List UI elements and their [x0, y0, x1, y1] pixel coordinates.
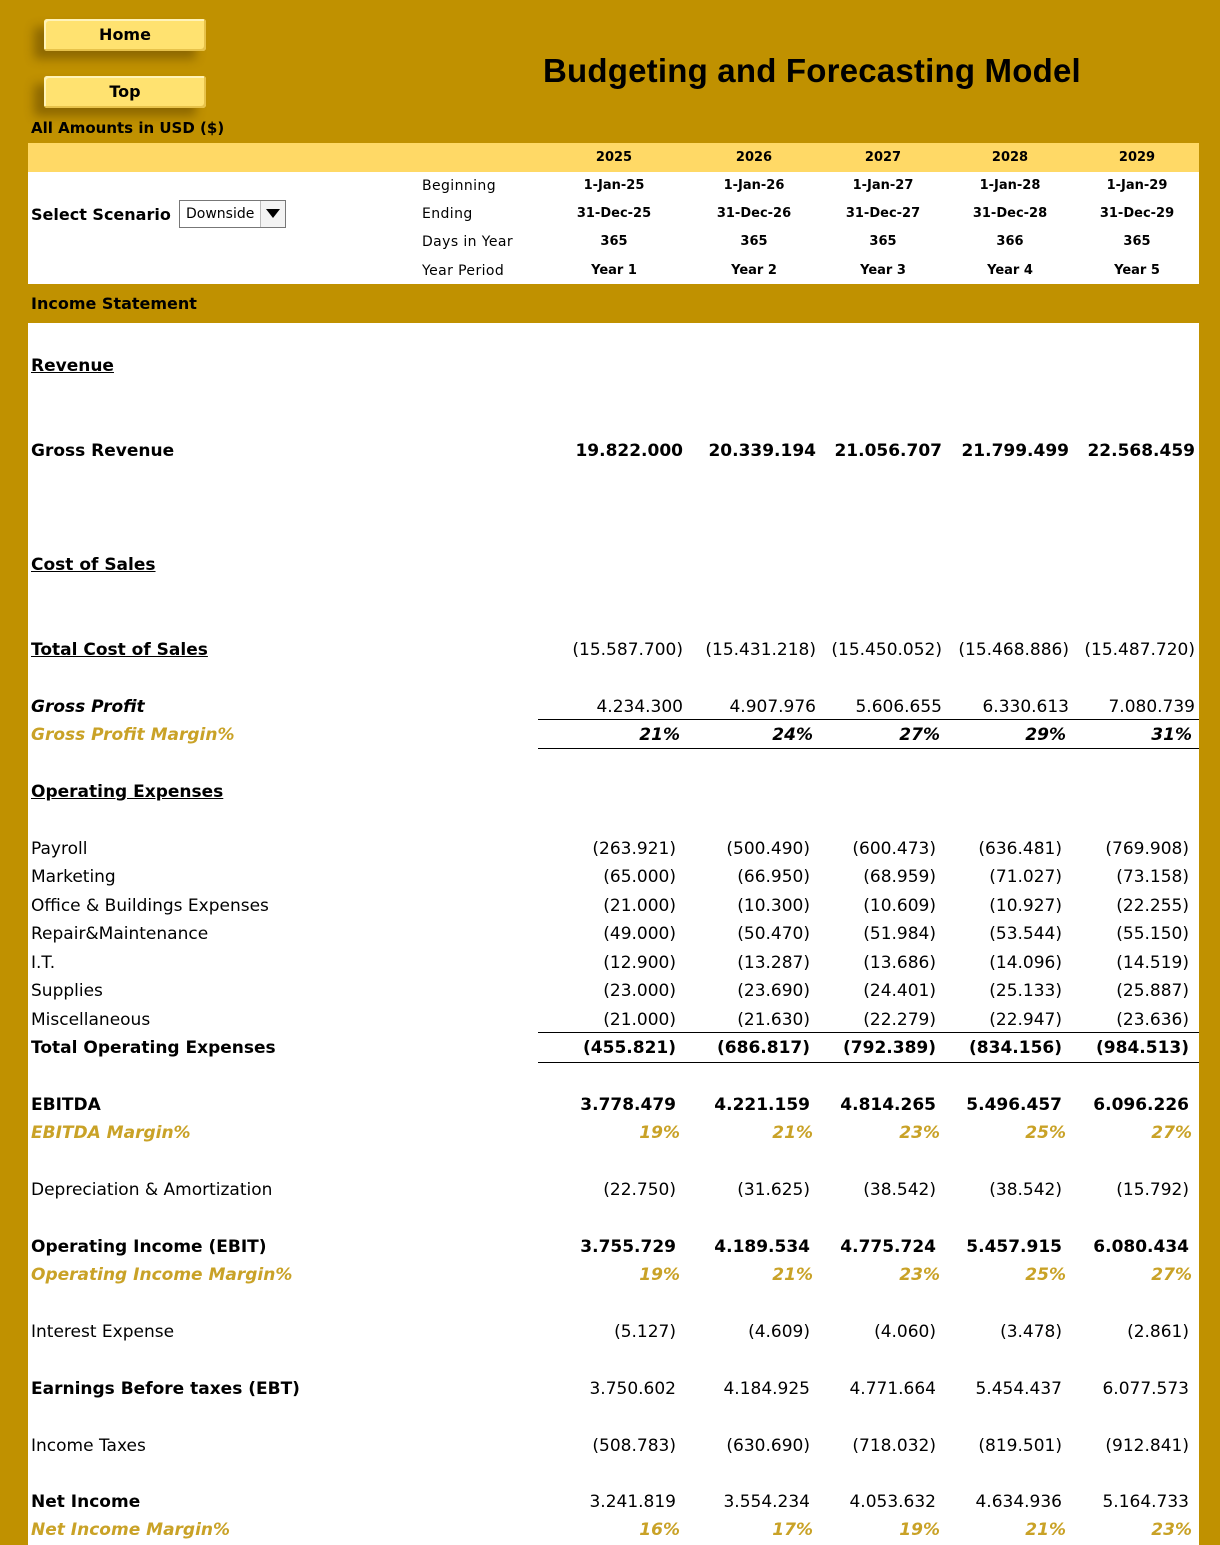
opex-repair-maintenance-value: (51.984): [863, 924, 936, 944]
total-operating-expenses-value: (686.817): [717, 1038, 810, 1058]
interest-expense-value: (2.861): [1127, 1322, 1189, 1342]
income-taxes-value: (508.783): [592, 1436, 676, 1456]
net-income-margin-value: 21%: [1025, 1520, 1066, 1540]
net-income-value: 3.554.234: [723, 1492, 810, 1512]
currency-note: All Amounts in USD ($): [31, 119, 225, 137]
cost-of-sales-header: Cost of Sales: [31, 555, 156, 575]
opex-office-buildings-expenses-value: (22.255): [1116, 896, 1189, 916]
opex-i-t-label: I.T.: [31, 953, 56, 973]
beginning-cell: 1-Jan-25: [583, 178, 645, 193]
ebitda-label: EBITDA: [31, 1095, 101, 1115]
opex-payroll-value: (263.921): [592, 839, 676, 859]
net-income-value: 4.634.936: [975, 1492, 1062, 1512]
ebit-margin-label: Operating Income Margin%: [31, 1265, 293, 1285]
ebit-margin-value: 27%: [1151, 1265, 1192, 1285]
opex-payroll-value: (500.490): [726, 839, 810, 859]
opex-repair-maintenance-value: (50.470): [737, 924, 810, 944]
ebit-value: 5.457.915: [966, 1237, 1062, 1257]
opex-miscellaneous-value: (21.000): [603, 1010, 676, 1030]
opex-supplies-value: (25.133): [989, 981, 1062, 1001]
interest-expense-value: (5.127): [614, 1322, 676, 1342]
opex-supplies-label: Supplies: [31, 981, 103, 1001]
opex-supplies-value: (23.690): [737, 981, 810, 1001]
gross-profit-margin-value: 21%: [639, 725, 680, 745]
beginning-cell: 1-Jan-29: [1106, 178, 1168, 193]
income-taxes-value: (912.841): [1105, 1436, 1189, 1456]
opex-office-buildings-expenses-value: (10.300): [737, 896, 810, 916]
scenario-dropdown[interactable]: [179, 200, 286, 228]
ebt-value: 4.771.664: [849, 1379, 936, 1399]
ebitda-margin-value: 21%: [772, 1123, 813, 1143]
income-taxes-value: (630.690): [726, 1436, 810, 1456]
opex-miscellaneous-value: (22.279): [863, 1010, 936, 1030]
opex-office-buildings-expenses-value: (10.609): [863, 896, 936, 916]
beginning-label: Beginning: [422, 178, 496, 194]
ebitda-margin-value: 27%: [1151, 1123, 1192, 1143]
gross-profit-margin-value: 31%: [1151, 725, 1192, 745]
revenue-header: Revenue: [31, 356, 114, 376]
ending-label: Ending: [422, 206, 473, 222]
net-income-margin-label: Net Income Margin%: [31, 1520, 231, 1540]
opex-payroll-value: (600.473): [852, 839, 936, 859]
opex-marketing-value: (66.950): [737, 867, 810, 887]
ending-cell: 31-Dec-26: [716, 206, 792, 221]
opex-office-buildings-expenses-value: (21.000): [603, 896, 676, 916]
total-cost-of-sales-value: (15.587.700): [572, 640, 683, 660]
depreciation-value: (38.542): [863, 1180, 936, 1200]
year-period-label: Year Period: [422, 263, 505, 279]
gross-profit-label: Gross Profit: [31, 697, 145, 717]
beginning-cell: 1-Jan-27: [852, 178, 914, 193]
opex-miscellaneous-value: (21.630): [737, 1010, 810, 1030]
top-button[interactable]: Top: [44, 76, 206, 108]
gross-profit-margin-value: 24%: [772, 725, 813, 745]
ebit-value: 3.755.729: [580, 1237, 676, 1257]
ebitda-value: 5.496.457: [966, 1095, 1062, 1115]
page-title: Budgeting and Forecasting Model: [543, 52, 1081, 89]
opex-repair-maintenance-value: (53.544): [989, 924, 1062, 944]
ebit-margin-value: 25%: [1025, 1265, 1066, 1285]
total-operating-expenses-value: (984.513): [1096, 1038, 1189, 1058]
gross-profit-margin-value: 27%: [899, 725, 940, 745]
interest-expense-value: (4.609): [748, 1322, 810, 1342]
gross-profit-value: 5.606.655: [855, 697, 942, 717]
year-header-2029: 2029: [1118, 150, 1156, 165]
ebit-margin-value: 23%: [899, 1265, 940, 1285]
depreciation-value: (38.542): [989, 1180, 1062, 1200]
net-income-label: Net Income: [31, 1492, 141, 1512]
opex-i-t-value: (13.686): [863, 953, 936, 973]
gross-revenue-value: 21.799.499: [961, 441, 1069, 461]
gross-margin-bottom-rule: [538, 748, 1199, 749]
ebitda-value: 3.778.479: [580, 1095, 676, 1115]
gross-profit-value: 4.907.976: [729, 697, 816, 717]
depreciation-value: (22.750): [603, 1180, 676, 1200]
net-income-margin-value: 23%: [1151, 1520, 1192, 1540]
gross-revenue-value: 22.568.459: [1087, 441, 1195, 461]
ebit-label: Operating Income (EBIT): [31, 1237, 267, 1257]
gross-profit-top-rule: [538, 719, 1199, 720]
interest-expense-label: Interest Expense: [31, 1322, 175, 1342]
opex-payroll-label: Payroll: [31, 839, 88, 859]
ebit-margin-value: 19%: [639, 1265, 680, 1285]
beginning-cell: 1-Jan-26: [723, 178, 785, 193]
ebitda-value: 4.814.265: [840, 1095, 936, 1115]
net-income-margin-value: 19%: [899, 1520, 940, 1540]
income-taxes-value: (718.032): [852, 1436, 936, 1456]
gross-revenue-value: 21.056.707: [834, 441, 942, 461]
income-taxes-label: Income Taxes: [31, 1436, 146, 1456]
depreciation-value: (31.625): [737, 1180, 810, 1200]
days-label: Days in Year: [422, 234, 514, 250]
total-cost-of-sales-value: (15.450.052): [831, 640, 942, 660]
opex-office-buildings-expenses-label: Office & Buildings Expenses: [31, 896, 269, 916]
net-income-margin-value: 17%: [772, 1520, 813, 1540]
period-cell: Year 1: [591, 263, 637, 278]
ebitda-value: 4.221.159: [714, 1095, 810, 1115]
total-operating-expenses-value: (792.389): [843, 1038, 936, 1058]
opex-office-buildings-expenses-value: (10.927): [989, 896, 1062, 916]
gross-profit-value: 7.080.739: [1108, 697, 1195, 717]
opex-i-t-value: (14.519): [1116, 953, 1189, 973]
opex-repair-maintenance-value: (49.000): [603, 924, 676, 944]
ebt-label: Earnings Before taxes (EBT): [31, 1379, 300, 1399]
gross-profit-value: 4.234.300: [596, 697, 683, 717]
net-income-margin-value: 16%: [639, 1520, 680, 1540]
opex-payroll-value: (769.908): [1105, 839, 1189, 859]
opex-i-t-value: (12.900): [603, 953, 676, 973]
ebitda-value: 6.096.226: [1093, 1095, 1189, 1115]
total-opex-top-rule: [538, 1032, 1199, 1033]
ebt-value: 4.184.925: [723, 1379, 810, 1399]
chevron-down-icon[interactable]: [260, 201, 285, 227]
total-operating-expenses-label: Total Operating Expenses: [31, 1038, 276, 1058]
ebit-value: 4.775.724: [840, 1237, 936, 1257]
net-income-value: 3.241.819: [589, 1492, 676, 1512]
total-cost-of-sales-label: Total Cost of Sales: [31, 640, 208, 660]
opex-i-t-value: (13.287): [737, 953, 810, 973]
depreciation-label: Depreciation & Amortization: [31, 1180, 273, 1200]
opex-repair-maintenance-label: Repair&Maintenance: [31, 924, 209, 944]
opex-miscellaneous-value: (23.636): [1116, 1010, 1189, 1030]
days-cell: 365: [1123, 234, 1151, 249]
year-header-2028: 2028: [991, 150, 1029, 165]
total-operating-expenses-value: (455.821): [583, 1038, 676, 1058]
days-cell: 365: [740, 234, 768, 249]
scenario-selected-value: Downside: [186, 206, 255, 222]
ebt-value: 5.454.437: [975, 1379, 1062, 1399]
section-title: Income Statement: [31, 294, 197, 313]
gross-revenue-value: 20.339.194: [708, 441, 816, 461]
ebitda-margin-value: 25%: [1025, 1123, 1066, 1143]
opex-marketing-label: Marketing: [31, 867, 116, 887]
year-header-2025: 2025: [595, 150, 633, 165]
opex-miscellaneous-label: Miscellaneous: [31, 1010, 151, 1030]
gross-profit-value: 6.330.613: [982, 697, 1069, 717]
opex-marketing-value: (65.000): [603, 867, 676, 887]
ending-cell: 31-Dec-27: [845, 206, 921, 221]
year-header-2027: 2027: [864, 150, 902, 165]
beginning-cell: 1-Jan-28: [979, 178, 1041, 193]
opex-repair-maintenance-value: (55.150): [1116, 924, 1189, 944]
ebit-value: 6.080.434: [1093, 1237, 1189, 1257]
gross-profit-margin-value: 29%: [1025, 725, 1066, 745]
ebit-value: 4.189.534: [714, 1237, 810, 1257]
interest-expense-value: (4.060): [874, 1322, 936, 1342]
opex-supplies-value: (25.887): [1116, 981, 1189, 1001]
net-income-value: 4.053.632: [849, 1492, 936, 1512]
opex-supplies-value: (23.000): [603, 981, 676, 1001]
year-header-2026: 2026: [735, 150, 773, 165]
period-cell: Year 2: [731, 263, 777, 278]
ebitda-margin-label: EBITDA Margin%: [31, 1123, 191, 1143]
gross-profit-margin-label: Gross Profit Margin%: [31, 725, 235, 745]
ebt-value: 6.077.573: [1102, 1379, 1189, 1399]
home-button[interactable]: Home: [44, 19, 206, 51]
ebt-value: 3.750.602: [589, 1379, 676, 1399]
opex-miscellaneous-value: (22.947): [989, 1010, 1062, 1030]
opex-supplies-value: (24.401): [863, 981, 936, 1001]
total-cost-of-sales-value: (15.468.886): [958, 640, 1069, 660]
income-taxes-value: (819.501): [978, 1436, 1062, 1456]
operating-expenses-header: Operating Expenses: [31, 782, 224, 802]
opex-marketing-value: (68.959): [863, 867, 936, 887]
days-cell: 365: [869, 234, 897, 249]
ebitda-margin-value: 23%: [899, 1123, 940, 1143]
total-operating-expenses-value: (834.156): [969, 1038, 1062, 1058]
ending-cell: 31-Dec-29: [1099, 206, 1175, 221]
total-opex-bottom-rule: [538, 1062, 1199, 1063]
opex-marketing-value: (71.027): [989, 867, 1062, 887]
total-cost-of-sales-value: (15.487.720): [1084, 640, 1195, 660]
net-income-value: 5.164.733: [1102, 1492, 1189, 1512]
period-cell: Year 4: [987, 263, 1033, 278]
depreciation-value: (15.792): [1116, 1180, 1189, 1200]
period-cell: Year 3: [860, 263, 906, 278]
days-cell: 365: [600, 234, 628, 249]
period-cell: Year 5: [1114, 263, 1160, 278]
scenario-label: Select Scenario: [31, 205, 171, 224]
days-cell: 366: [996, 234, 1024, 249]
gross-revenue-value: 19.822.000: [575, 441, 683, 461]
ending-cell: 31-Dec-25: [576, 206, 652, 221]
ebitda-margin-value: 19%: [639, 1123, 680, 1143]
opex-payroll-value: (636.481): [978, 839, 1062, 859]
interest-expense-value: (3.478): [1000, 1322, 1062, 1342]
opex-i-t-value: (14.096): [989, 953, 1062, 973]
ending-cell: 31-Dec-28: [972, 206, 1048, 221]
total-cost-of-sales-value: (15.431.218): [705, 640, 816, 660]
opex-marketing-value: (73.158): [1116, 867, 1189, 887]
ebit-margin-value: 21%: [772, 1265, 813, 1285]
gross-revenue-label: Gross Revenue: [31, 441, 175, 461]
